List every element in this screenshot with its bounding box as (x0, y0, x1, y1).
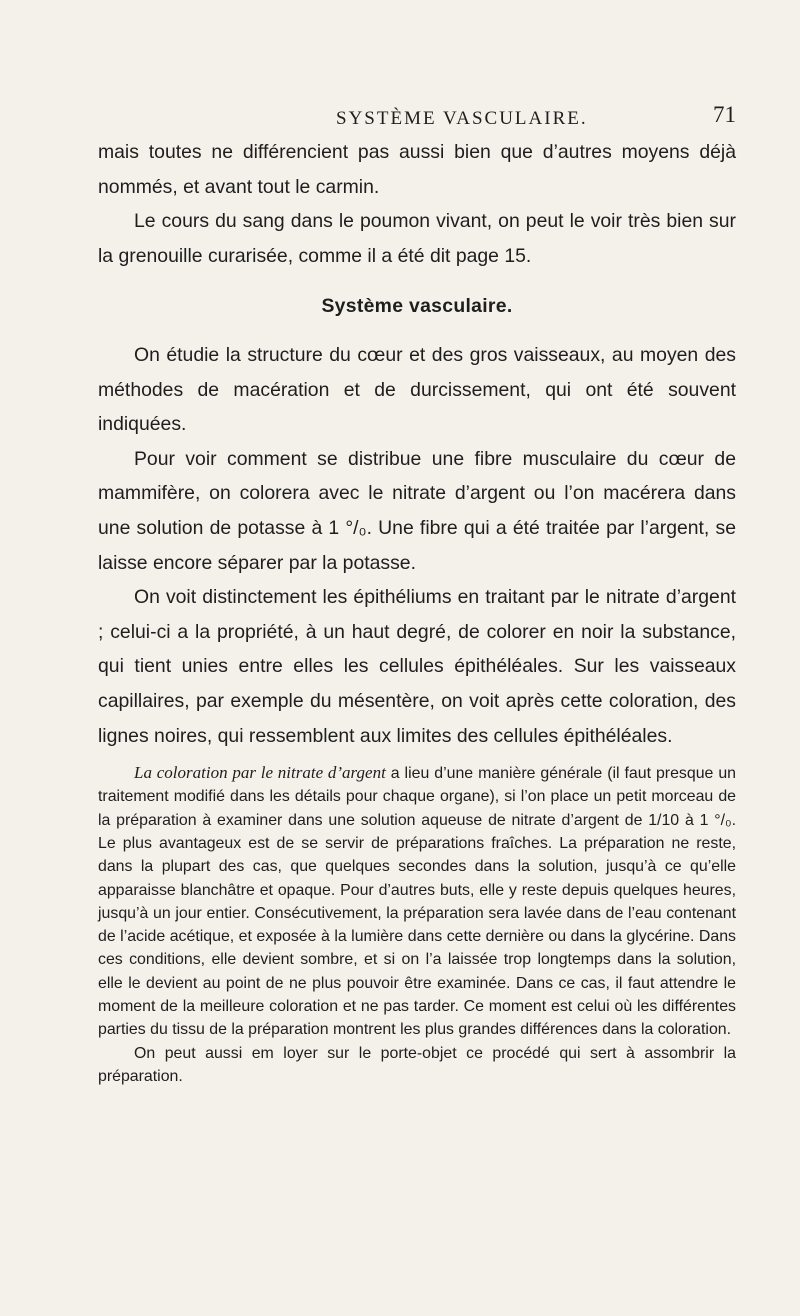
paragraph: On étudie la structure du cœur et des gros vaisseaux, au moyen des méthodes de macération et de durcissement, qui ont été souvent indiquées. (98, 343, 736, 436)
page-number: 71 (713, 102, 736, 127)
paragraph: On voit distinctement les épithéliums en traitant par le nitrate d’argent ; celui-ci a la propriété, à un haut degré, de colorer en noir la substance, qui tient unies entre elles les cellules épithéléales. Sur les vaisseaux capillaires, par exemple du mésentère, on voit après cette coloration, des lignes noires, qui ressemblent aux limites des cellules épithéléales. (98, 586, 736, 747)
small-paragraph-text: On peut aussi em loyer sur le porte-objet ce procédé qui sert à assombrir la préparation. (98, 1044, 736, 1085)
page-body (98, 135, 736, 1088)
small-paragraph-text: a lieu d’une manière générale (il faut presque un traitement modifié dans les détails pour chaque organe), si l’on place un petit morceau de la préparation à examiner dans une solution aqueuse de nitrate d’argent de 1/10 à 1 °/₀. Le plus avantageux est de se servir de préparations fraîches. La préparation ne reste, dans la plupart des cas, que quelques secondes dans la solution, jusqu’à ce qu’elle apparaisse blanchâtre et opaque. Pour d’autres buts, elle y reste depuis quelques heures, jusqu’à un jour entier. Consécutivement, la préparation sera lavée dans de l’eau contenant de l’acide acétique, et exposée à la lumière dans cette dernière ou dans la glycérine. Dans ces conditions, elle devient sombre, et si on l’a laissée trop longtemps dans la solution, elle le devient au point de ne plus pouvoir être examinée. Dans ce cas, il faut attendre le moment de la meilleure coloration et ne pas tarder. Ce moment est celui où les différentes parties du tissu de la préparation montrent les plus grandes différences dans la coloration. (98, 765, 737, 1039)
small-paragraph (98, 1042, 736, 1089)
paragraph: Le cours du sang dans le poumon vivant, on peut le voir très bien sur la grenouille curarisée, comme il a été dit page 15. (98, 210, 736, 267)
small-print-section (98, 761, 736, 1088)
paragraph: Pour voir comment se distribue une fibre musculaire du cœur de mammifère, on colorera avec le nitrate d’argent ou l’on macérera dans une solution de potasse à 1 °/₀. Une fibre qui a été traitée par l’argent, se laisse encore séparer par la potasse. (98, 447, 736, 574)
paragraph: mais toutes ne différencient pas aussi bien que d’autres moyens déjà nommés, et avant tout le carmin. (98, 141, 736, 198)
section-heading: Système vasculaire. (321, 295, 513, 318)
italic-lead: La coloration par le nitrate d’argent (134, 763, 386, 783)
small-paragraph (98, 761, 736, 1042)
running-head: SYSTÈME VASCULAIRE. (336, 108, 588, 129)
